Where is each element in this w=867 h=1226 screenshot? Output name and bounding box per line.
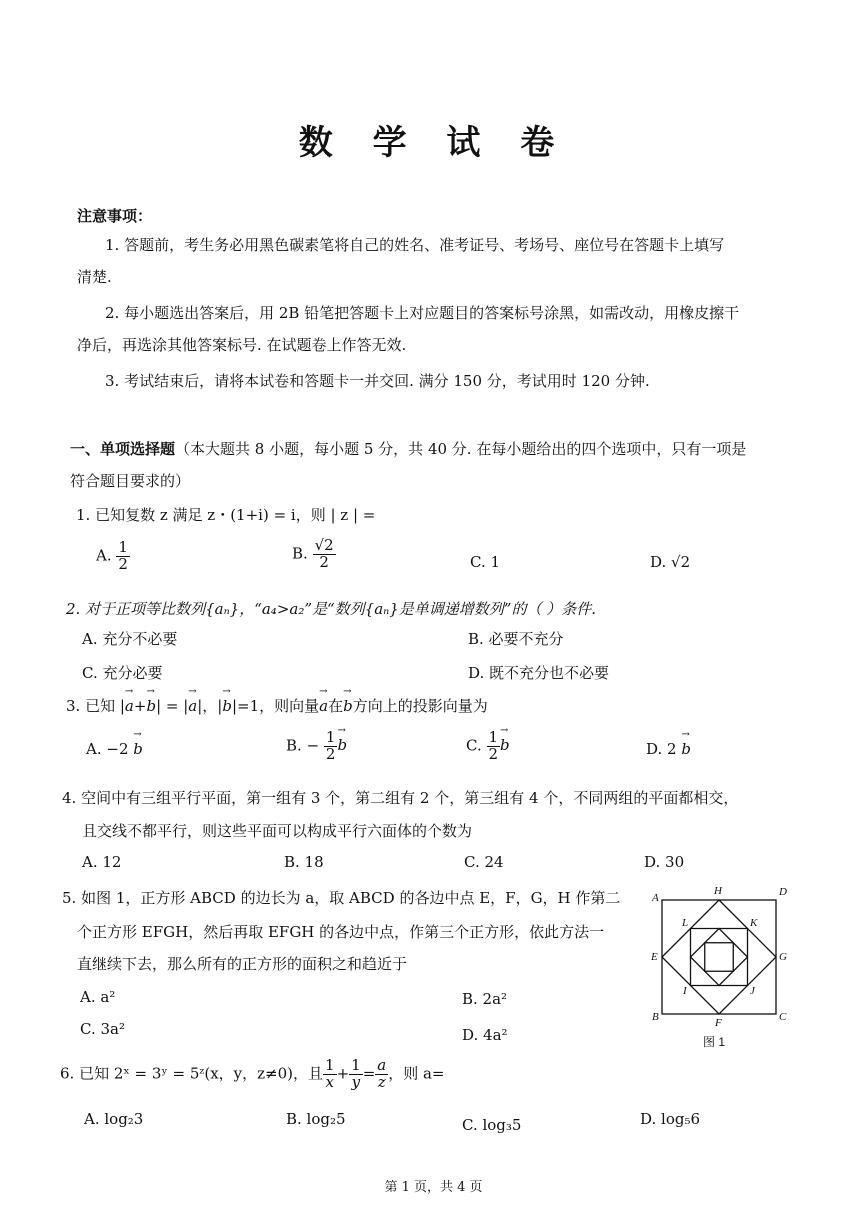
label-j: J xyxy=(750,985,755,997)
question-1-stem: 1. 已知复数 z 满足 z・(1+i) = i，则 | z | = xyxy=(76,506,376,524)
page-footer: 第 1 页，共 4 页 xyxy=(384,1180,483,1195)
option-label: A. xyxy=(96,546,112,565)
section-heading xyxy=(70,438,746,459)
section-desc-line2: 符合题目要求的） xyxy=(70,472,191,490)
question-5-stem: 5. 如图 1，正方形 ABCD 的边长为 a，取 ABCD 的各边中点 E，F，G，H 作第二 xyxy=(62,889,621,907)
question-4-stem: 4. 空间中有三组平行平面，第一组有 3 个，第二组有 2 个，第三组有 4 个，不同两组的平面都相交， xyxy=(62,789,739,807)
q5-option-b[interactable]: B. 2a² xyxy=(462,990,508,1008)
q2-option-d[interactable]: D. 既不充分也不必要 xyxy=(468,664,610,682)
section-desc: （本大题共 8 小题，每小题 5 分，共 40 分. 在每小题给出的四个选项中，只有一项是 xyxy=(175,440,747,458)
option-label: D. xyxy=(650,553,667,571)
q5-option-c[interactable]: C. 3a² xyxy=(80,1020,125,1038)
question-2-stem: 2. 对于正项等比数列{aₙ}，“a₄>a₂”是“数列{aₙ}是单调递增数列”的（ ）条件. xyxy=(66,600,596,618)
question-5-stem-3: 直继续下去，那么所有的正方形的面积之和趋近于 xyxy=(77,955,408,973)
notice-item: 2. 每小题选出答案后，用 2B 铅笔把答题卡上对应题目的答案标号涂黑，如需改动，用橡皮擦干 xyxy=(105,304,740,322)
q6-option-c[interactable]: C. log₃5 xyxy=(462,1116,522,1134)
label-g: G xyxy=(779,951,787,963)
square-abcd xyxy=(662,900,776,1014)
fraction: $\frac{√2}{2}$ xyxy=(314,536,334,571)
q6-option-a[interactable]: A. log₂3 xyxy=(84,1110,144,1128)
option-label: B. xyxy=(292,544,308,563)
q3-option-d[interactable]: D. 2 → b xyxy=(646,740,691,758)
label-a: A xyxy=(652,892,659,904)
label-d: D xyxy=(779,886,787,898)
label-c: C xyxy=(779,1011,787,1023)
q4-option-a[interactable]: A. 12 xyxy=(82,853,122,871)
label-l: L xyxy=(682,917,689,929)
q2-option-c[interactable]: C. 充分必要 xyxy=(82,664,163,682)
q1-option-a[interactable] xyxy=(96,540,130,573)
label-b: B xyxy=(652,1011,659,1023)
question-4-stem-2: 且交线不都平行，则这些平面可以构成平行六面体的个数为 xyxy=(82,822,473,840)
q6-option-b[interactable]: B. log₂5 xyxy=(286,1110,346,1128)
q4-option-b[interactable]: B. 18 xyxy=(284,853,324,871)
label-k: K xyxy=(750,917,758,929)
q6-option-d[interactable]: D. log₅6 xyxy=(640,1110,701,1128)
page-title: 数 学 试 卷 xyxy=(298,123,569,163)
q4-option-d[interactable]: D. 30 xyxy=(644,853,685,871)
q5-option-d[interactable]: D. 4a² xyxy=(462,1026,508,1044)
q1-option-b[interactable] xyxy=(292,538,336,571)
square-5 xyxy=(705,943,734,972)
figure-caption: 图 1 xyxy=(703,1035,726,1049)
question-3-stem: 3. 已知 |→ a+→ b| = |→ a|，|→ b|=1，则向量→ a在→ b方向上的投影向量为 xyxy=(66,695,488,716)
nested-squares-figure xyxy=(648,880,798,1050)
notice-heading: 注意事项： xyxy=(77,207,153,225)
square-ijkl xyxy=(691,929,748,986)
question-6-stem: 6. 已知 2ˣ = 3ʸ = 5ᶻ(x，y，z≠0)，且 $\frac{1}{x}$ + $\frac{1}{y}$ = $\frac{a}{z}$ ，则 a= xyxy=(60,1056,445,1091)
label-h: H xyxy=(714,885,722,897)
q3-option-c[interactable]: C. $\frac{1}{2}$ → b xyxy=(466,730,510,763)
q1-option-d[interactable]: D. √2 xyxy=(650,553,691,571)
notice-item: 清楚. xyxy=(77,268,112,286)
q2-option-b[interactable]: B. 必要不充分 xyxy=(468,630,564,648)
notice-item: 1. 答题前，考生务必用黑色碳素笔将自己的姓名、准考证号、考场号、座位号在答题卡上填写 xyxy=(105,236,725,254)
q3-option-a[interactable]: A. −2 → b xyxy=(86,740,143,758)
label-e: E xyxy=(651,951,658,963)
label-f: F xyxy=(715,1017,722,1029)
notice-item: 3. 考试结束后，请将本试卷和答题卡一并交回. 满分 150 分，考试用时 120 分钟. xyxy=(105,372,650,390)
section-title: 一、单项选择题 xyxy=(70,440,176,458)
square-4 xyxy=(691,929,748,986)
square-efgh xyxy=(662,900,776,1014)
q5-option-a[interactable]: A. a² xyxy=(80,988,116,1006)
q1-option-c[interactable]: C. 1 xyxy=(470,553,501,571)
fraction: $\frac{1}{2}$ xyxy=(118,538,128,573)
notice-item: 净后，再选涂其他答案标号. 在试题卷上作答无效. xyxy=(77,336,407,354)
q4-option-c[interactable]: C. 24 xyxy=(464,853,504,871)
label-i: I xyxy=(683,985,687,997)
question-5-stem-2: 个正方形 EFGH，然后再取 EFGH 的各边中点，作第三个正方形，依此方法一 xyxy=(77,923,605,941)
q2-option-a[interactable]: A. 充分不必要 xyxy=(82,630,178,648)
q3-option-b[interactable]: B. − $\frac{1}{2}$ → b xyxy=(286,730,347,763)
